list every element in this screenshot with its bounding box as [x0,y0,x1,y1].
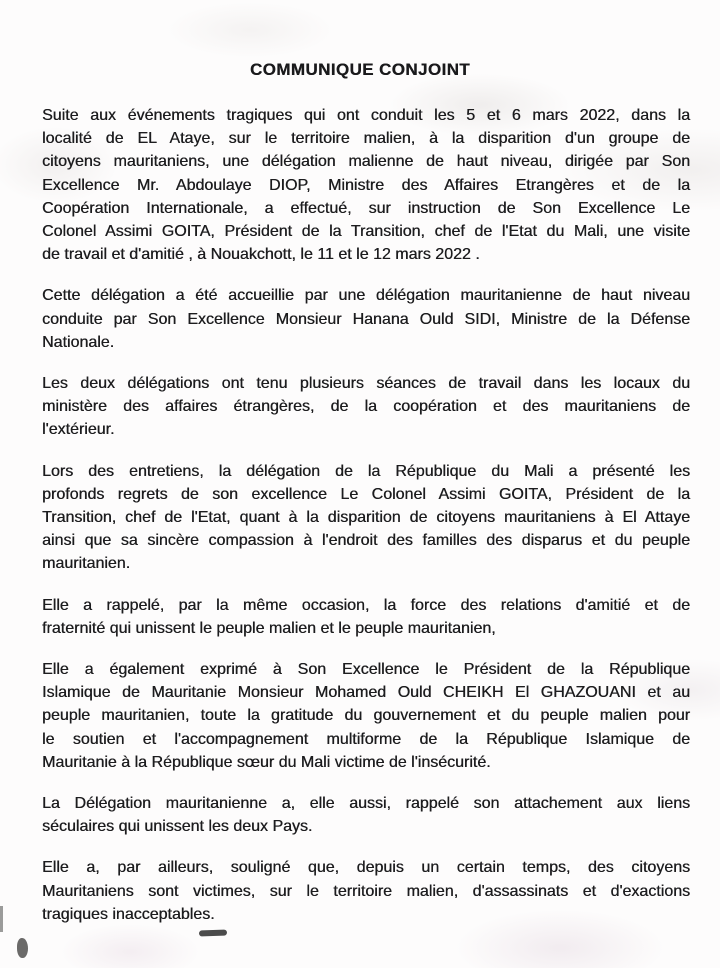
text-line: Colonel Assimi GOITA, Président de la Transition, chef de l'Etat du Mali, une visite [42,223,690,241]
paragraph [42,104,690,266]
text-line: de travail et d'amitié , à Nouakchott, le 11 et le 12 mars 2022 . [42,246,480,264]
text-line: Mauritaniens sont victimes, sur le territoire malien, d'assassinats et d'exactions [42,882,690,900]
document-title: COMMUNIQUE CONJOINT [249,60,471,79]
paragraph [42,594,690,640]
scan-edge-artifact [0,906,3,932]
text-line: profonds regrets de son excellence Le Colonel Assimi GOITA, Président de la [42,485,690,503]
text-line: ministère des affaires étrangères, de la coopération et des mauritaniens de [42,398,690,416]
ink-smudge [199,930,227,937]
text-line: Islamique de Mauritanie Monsieur Mohamed Ould CHEIKH El GHAZOUANI et au [42,684,690,702]
text-line: Coopération Internationale, a effectué, sur instruction de Son Excellence Le [42,199,690,217]
text-line: Transition, chef de l'Etat, quant à la disparition de citoyens mauritaniens à El Attaye [42,509,690,527]
paragraph [42,284,690,354]
paragraph [42,372,690,442]
text-line: fraternité qui unissent le peuple malien et le peuple mauritanien, [42,619,496,637]
text-line: Suite aux événements tragiques qui ont conduit les 5 et 6 mars 2022, dans la [42,107,690,124]
text-line: tragiques inacceptables. [42,905,215,923]
ink-smudge [17,938,28,958]
text-line: conduite par Son Excellence Monsieur Hanana Ould SIDI, Ministre de la Défense [42,310,690,328]
text-line: Cette délégation a été accueillie par une délégation mauritanienne de haut niveau [42,287,690,305]
text-line: l'extérieur. [42,421,115,439]
paragraph [42,792,690,838]
paragraph [42,460,690,576]
document-body [0,104,720,926]
text-line: citoyens mauritaniens, une délégation malienne de haut niveau, dirigée par Son [42,153,690,171]
text-line: Lors des entretiens, la délégation de la République du Mali a présenté les [42,462,690,480]
text-line: Excellence Mr. Abdoulaye DIOP, Ministre des Affaires Etrangères et de la [42,176,690,194]
text-line: Elle a également exprimé à Son Excellence le Président de la République [42,661,690,679]
text-line: séculaires qui unissent les deux Pays. [42,818,313,836]
text-line: Elle a, par ailleurs, souligné que, depuis un certain temps, des citoyens [42,859,690,877]
text-line: ainsi que sa sincère compassion à l'endroit des familles des disparus et du peuple [42,532,690,550]
text-line: Nationale. [42,333,115,351]
text-line: le soutien et l'accompagnement multiforme de la République Islamique de [42,730,690,748]
paragraph [42,856,690,926]
text-line: La Délégation mauritanienne a, elle aussi, rappelé son attachement aux liens [42,795,690,813]
paragraph [42,658,690,774]
text-line: mauritanien. [42,555,131,573]
text-line: Les deux délégations ont tenu plusieurs séances de travail dans les locaux du [42,375,690,393]
text-line: localité de EL Ataye, sur le territoire malien, à la disparition d'un groupe de [42,130,690,148]
text-line: Elle a rappelé, par la même occasion, la force des relations d'amitié et de [42,596,690,614]
text-line: peuple mauritanien, toute la gratitude du gouvernement et du peuple malien pour [42,707,690,725]
text-line: Mauritanie à la République sœur du Mali victime de l'insécurité. [42,753,491,771]
